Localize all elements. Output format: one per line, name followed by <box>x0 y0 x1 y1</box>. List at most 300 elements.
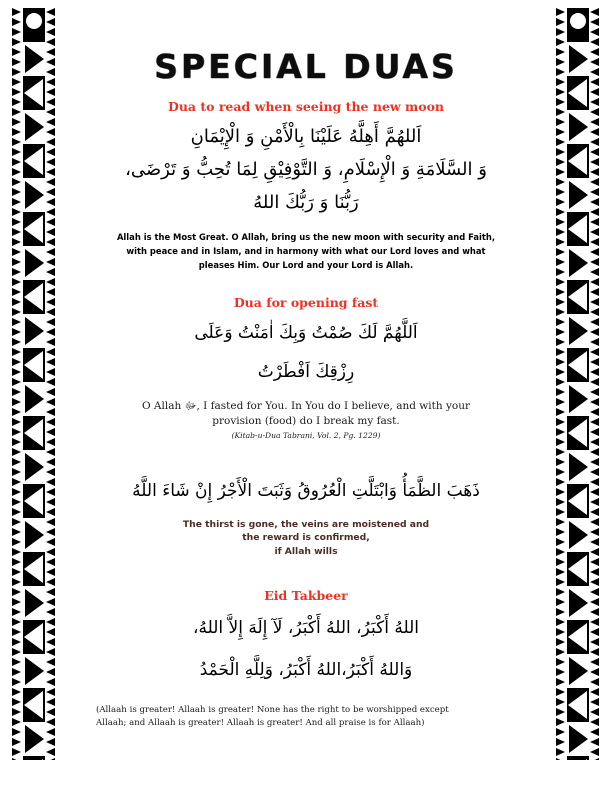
sawtooth-icon <box>590 68 599 76</box>
sawtooth-icon <box>556 428 565 436</box>
sawtooth-icon <box>12 148 21 156</box>
triangle-icon <box>25 181 44 209</box>
sawtooth-icon <box>590 158 599 166</box>
sawtooth-icon <box>590 668 599 676</box>
sawtooth-icon <box>556 568 565 576</box>
triangle-motif-icon <box>23 620 45 654</box>
sawtooth-icon <box>46 18 55 26</box>
sawtooth-icon <box>590 718 599 726</box>
triangle-icon <box>25 317 44 345</box>
sawtooth-icon <box>590 178 599 186</box>
triangle-motif-icon <box>23 382 45 416</box>
triangle-icon <box>24 215 43 243</box>
arabic-line: اَللهُمَّ أَهِلَّهُ عَلَيْنَا بِالْأَمْنِ وَ الْإِيْمَانِ <box>190 125 422 147</box>
sawtooth-icon <box>556 348 565 356</box>
sawtooth-icon <box>12 58 21 66</box>
sawtooth-icon <box>556 578 565 586</box>
triangle-icon <box>569 317 588 345</box>
triangle-motif-icon <box>23 484 45 518</box>
sawtooth-icon <box>556 618 565 626</box>
sawtooth-icon <box>556 68 565 76</box>
triangle-motif-icon <box>23 518 45 552</box>
sawtooth-icon <box>556 448 565 456</box>
sawtooth-icon <box>12 278 21 286</box>
sawtooth-icon <box>12 218 21 226</box>
sawtooth-icon <box>46 468 55 476</box>
sawtooth-icon <box>46 238 55 246</box>
sawtooth-icon <box>46 198 55 206</box>
triangle-motif-icon <box>23 450 45 484</box>
sawtooth-icon <box>46 488 55 496</box>
triangle-icon <box>568 623 587 651</box>
sawtooth-icon <box>46 688 55 696</box>
triangle-icon <box>569 249 588 277</box>
sawtooth-icon <box>46 288 55 296</box>
sawtooth-icon <box>12 738 21 746</box>
sawtooth-icon <box>46 398 55 406</box>
sawtooth-icon <box>46 448 55 456</box>
sawtooth-icon <box>556 208 565 216</box>
triangle-motif-icon <box>23 110 45 144</box>
sawtooth-icon <box>12 438 21 446</box>
section-heading: Dua to read when seeing the new moon <box>168 98 444 114</box>
translation-line: provision (food) do I break my fast. <box>212 414 400 427</box>
sawtooth-icon <box>590 378 599 386</box>
arabic-line: اللهُ أَكْبَرُ، اللهُ أَكْبَرُ، لَآ إِلَهَ إِلاَّ اللهُ، <box>192 618 419 639</box>
sawtooth-icon <box>46 458 55 466</box>
translation-line: The thirst is gone, the veins are moistened and <box>182 518 430 530</box>
sawtooth-icon <box>12 698 21 706</box>
sawtooth-icon <box>46 558 55 566</box>
sawtooth-icon <box>12 288 21 296</box>
triangle-motif-icon <box>23 416 45 450</box>
sawtooth-icon <box>12 348 21 356</box>
sawtooth-icon <box>46 268 55 276</box>
sawtooth-icon <box>556 438 565 446</box>
sawtooth-icon <box>590 488 599 496</box>
sawtooth-icon <box>590 518 599 526</box>
sawtooth-icon <box>590 408 599 416</box>
sawtooth-icon <box>590 468 599 476</box>
sawtooth-icon <box>46 128 55 136</box>
sawtooth-icon <box>590 218 599 226</box>
sawtooth-icon <box>556 18 565 26</box>
sawtooth-icon <box>12 608 21 616</box>
triangle-icon <box>568 79 587 107</box>
sawtooth-icon <box>590 208 599 216</box>
sawtooth-icon <box>46 98 55 106</box>
triangle-icon <box>568 147 587 175</box>
sawtooth-icon <box>46 528 55 536</box>
triangle-motif-icon <box>567 382 589 416</box>
sawtooth-icon <box>12 748 21 756</box>
sawtooth-icon <box>46 748 55 756</box>
triangle-icon <box>568 759 587 760</box>
sawtooth-icon <box>556 518 565 526</box>
sawtooth-icon <box>556 658 565 666</box>
sawtooth-icon <box>556 28 565 36</box>
sawtooth-icon <box>556 48 565 56</box>
sawtooth-icon <box>46 138 55 146</box>
sawtooth-icon <box>590 478 599 486</box>
sawtooth-icon <box>556 608 565 616</box>
sawtooth-icon <box>590 458 599 466</box>
triangle-icon <box>25 453 44 481</box>
sawtooth-icon <box>556 668 565 676</box>
sawtooth-icon <box>556 188 565 196</box>
triangle-motif-icon <box>23 348 45 382</box>
sawtooth-icon <box>590 638 599 646</box>
sawtooth-icon <box>46 718 55 726</box>
sawtooth-icon <box>590 688 599 696</box>
sawtooth-icon <box>12 558 21 566</box>
sawtooth-icon <box>556 318 565 326</box>
sawtooth-icon <box>590 8 599 16</box>
triangle-motif-icon <box>567 76 589 110</box>
sawtooth-icon <box>590 48 599 56</box>
sawtooth-icon <box>556 418 565 426</box>
sawtooth-icon <box>12 628 21 636</box>
section-eid-takbeer <box>70 588 542 730</box>
arabic-line: رَبُّنَا وَ رَبُّكَ اللهُ <box>253 192 359 214</box>
sawtooth-icon <box>590 258 599 266</box>
triangle-icon <box>25 657 44 685</box>
sawtooth-icon <box>556 718 565 726</box>
sawtooth-icon <box>556 8 565 16</box>
sawtooth-icon <box>46 618 55 626</box>
triangle-motif-icon <box>567 722 589 756</box>
sawtooth-icon <box>46 158 55 166</box>
triangle-motif-icon <box>567 314 589 348</box>
sawtooth-icon <box>46 438 55 446</box>
triangle-motif-icon <box>567 586 589 620</box>
sawtooth-icon <box>556 648 565 656</box>
sawtooth-icon <box>556 538 565 546</box>
sawtooth-icon <box>46 548 55 556</box>
sawtooth-icon <box>46 38 55 46</box>
sawtooth-icon <box>590 58 599 66</box>
sawtooth-icon <box>46 508 55 516</box>
sawtooth-icon <box>556 708 565 716</box>
sawtooth-icon <box>12 398 21 406</box>
sawtooth-icon <box>590 528 599 536</box>
sawtooth-icon <box>46 118 55 126</box>
sawtooth-icon <box>46 418 55 426</box>
sawtooth-icon <box>556 338 565 346</box>
triangle-motif-icon <box>567 110 589 144</box>
sawtooth-icon <box>12 198 21 206</box>
sawtooth-icon <box>556 508 565 516</box>
sawtooth-icon <box>590 338 599 346</box>
triangle-motif-icon <box>23 654 45 688</box>
sawtooth-icon <box>12 18 21 26</box>
arabic-line: وَاللهُ أَكْبَرُ،اللهُ أَكْبَرُ، وَلِلَّهِ الْحَمْدُ <box>199 659 413 680</box>
sawtooth-icon <box>590 538 599 546</box>
triangle-motif-icon <box>567 42 589 76</box>
section-opening-fast <box>70 295 542 440</box>
sawtooth-icon <box>46 248 55 256</box>
triangle-icon <box>569 453 588 481</box>
sawtooth-rail <box>556 8 566 760</box>
triangle-icon <box>25 45 44 73</box>
triangle-motif-icon <box>23 144 45 178</box>
sawtooth-icon <box>556 108 565 116</box>
sawtooth-icon <box>556 288 565 296</box>
sawtooth-icon <box>556 118 565 126</box>
sawtooth-icon <box>12 708 21 716</box>
sawtooth-icon <box>12 648 21 656</box>
sawtooth-icon <box>590 428 599 436</box>
sawtooth-icon <box>590 568 599 576</box>
sawtooth-icon <box>46 388 55 396</box>
triangle-motif-icon <box>567 178 589 212</box>
sawtooth-icon <box>590 18 599 26</box>
sawtooth-icon <box>12 368 21 376</box>
triangle-motif-icon <box>23 76 45 110</box>
sawtooth-icon <box>556 278 565 286</box>
sawtooth-icon <box>46 298 55 306</box>
sawtooth-icon <box>12 298 21 306</box>
sawtooth-icon <box>556 138 565 146</box>
triangle-icon <box>569 589 588 617</box>
page-content <box>70 0 542 792</box>
triangle-motif-icon <box>23 756 45 760</box>
triangle-motif-icon <box>567 246 589 280</box>
sawtooth-icon <box>12 458 21 466</box>
sawtooth-icon <box>12 118 21 126</box>
sawtooth-rail <box>46 8 56 760</box>
sawtooth-icon <box>12 308 21 316</box>
triangle-motif-icon <box>567 484 589 518</box>
triangle-icon <box>569 385 588 413</box>
sawtooth-icon <box>556 248 565 256</box>
sawtooth-icon <box>46 108 55 116</box>
section-heading: Dua for opening fast <box>233 294 379 310</box>
sawtooth-icon <box>12 468 21 476</box>
sawtooth-icon <box>590 128 599 136</box>
section-thirst-gone <box>70 476 542 558</box>
translation-line: (Allaah is greater! Allaah is greater! None has the right to be worshipped except <box>96 705 449 716</box>
triangle-motif-icon <box>567 280 589 314</box>
sawtooth-icon <box>590 508 599 516</box>
sawtooth-icon <box>12 268 21 276</box>
triangle-motif-icon <box>23 722 45 756</box>
sawtooth-icon <box>590 388 599 396</box>
triangle-motif-icon <box>23 178 45 212</box>
triangle-motif-icon <box>23 688 45 722</box>
triangle-icon <box>24 691 43 719</box>
sawtooth-icon <box>46 498 55 506</box>
sawtooth-icon <box>12 208 21 216</box>
sawtooth-icon <box>556 168 565 176</box>
translation-line: Allah is the Most Great. O Allah, bring us the new moon with security and Faith, <box>116 231 496 242</box>
sawtooth-icon <box>12 68 21 76</box>
sawtooth-icon <box>590 198 599 206</box>
triangle-icon <box>24 555 43 583</box>
sawtooth-icon <box>46 608 55 616</box>
sawtooth-icon <box>12 158 21 166</box>
sawtooth-icon <box>556 528 565 536</box>
decorative-border-right <box>556 8 600 760</box>
sawtooth-icon <box>590 658 599 666</box>
triangle-icon <box>568 283 587 311</box>
sawtooth-icon <box>46 258 55 266</box>
sawtooth-icon <box>590 498 599 506</box>
triangle-icon <box>568 691 587 719</box>
sawtooth-icon <box>556 628 565 636</box>
sawtooth-icon <box>12 328 21 336</box>
sawtooth-icon <box>556 328 565 336</box>
sawtooth-icon <box>590 558 599 566</box>
sawtooth-icon <box>46 728 55 736</box>
sawtooth-icon <box>12 78 21 86</box>
sawtooth-icon <box>12 8 21 16</box>
border-band <box>567 8 589 760</box>
triangle-motif-icon <box>23 552 45 586</box>
sawtooth-icon <box>12 568 21 576</box>
triangle-icon <box>25 385 44 413</box>
sawtooth-icon <box>12 98 21 106</box>
sawtooth-icon <box>12 358 21 366</box>
sawtooth-icon <box>556 368 565 376</box>
sawtooth-icon <box>556 178 565 186</box>
sawtooth-icon <box>590 648 599 656</box>
sawtooth-icon <box>556 468 565 476</box>
sawtooth-icon <box>12 378 21 386</box>
triangle-motif-icon <box>567 518 589 552</box>
sawtooth-icon <box>556 458 565 466</box>
sawtooth-icon <box>590 368 599 376</box>
sawtooth-icon <box>46 78 55 86</box>
sawtooth-icon <box>590 88 599 96</box>
sawtooth-icon <box>556 478 565 486</box>
sawtooth-icon <box>12 168 21 176</box>
sawtooth-icon <box>556 738 565 746</box>
sawtooth-icon <box>556 388 565 396</box>
sawtooth-icon <box>590 438 599 446</box>
triangle-motif-icon <box>23 314 45 348</box>
sawtooth-rail <box>12 8 22 760</box>
sawtooth-icon <box>556 238 565 246</box>
sawtooth-icon <box>46 598 55 606</box>
sawtooth-icon <box>590 108 599 116</box>
sawtooth-icon <box>46 588 55 596</box>
sawtooth-icon <box>46 208 55 216</box>
sawtooth-icon <box>556 308 565 316</box>
triangle-icon <box>24 79 43 107</box>
sawtooth-icon <box>46 338 55 346</box>
triangle-icon <box>569 521 588 549</box>
triangle-motif-icon <box>23 586 45 620</box>
triangle-icon <box>24 487 43 515</box>
sawtooth-icon <box>556 128 565 136</box>
sawtooth-icon <box>590 308 599 316</box>
sawtooth-icon <box>556 298 565 306</box>
sawtooth-icon <box>46 668 55 676</box>
sawtooth-icon <box>556 358 565 366</box>
sawtooth-icon <box>12 338 21 346</box>
sawtooth-icon <box>12 548 21 556</box>
sawtooth-icon <box>590 748 599 756</box>
sawtooth-icon <box>590 708 599 716</box>
sawtooth-icon <box>556 268 565 276</box>
sawtooth-icon <box>12 238 21 246</box>
sawtooth-icon <box>556 228 565 236</box>
translation-line: with peace and in Islam, and in harmony with what our Lord loves and what <box>126 245 486 256</box>
sawtooth-icon <box>12 428 21 436</box>
triangle-icon <box>25 521 44 549</box>
sawtooth-icon <box>590 618 599 626</box>
sawtooth-icon <box>12 228 21 236</box>
sawtooth-icon <box>590 318 599 326</box>
arabic-line: اَللَّهُمَّ لَكَ صُمْتُ وَبِكَ اٰمَنْتُ وَعَلَى <box>194 322 418 343</box>
sawtooth-icon <box>46 148 55 156</box>
triangle-icon <box>568 215 587 243</box>
arabic-line: رِزْقِكَ اَفْطَرْتُ <box>257 362 355 383</box>
sawtooth-icon <box>590 348 599 356</box>
sawtooth-icon <box>590 298 599 306</box>
triangle-icon <box>569 181 588 209</box>
sawtooth-icon <box>590 118 599 126</box>
sawtooth-icon <box>46 178 55 186</box>
sawtooth-icon <box>590 78 599 86</box>
sawtooth-icon <box>12 688 21 696</box>
sawtooth-icon <box>46 168 55 176</box>
circle-icon <box>570 13 586 29</box>
sawtooth-icon <box>46 428 55 436</box>
sawtooth-icon <box>590 448 599 456</box>
sawtooth-icon <box>46 28 55 36</box>
translation-line: if Allah wills <box>274 545 338 557</box>
triangle-icon <box>24 147 43 175</box>
sawtooth-icon <box>12 588 21 596</box>
sawtooth-icon <box>12 598 21 606</box>
triangle-icon <box>569 45 588 73</box>
circle-icon <box>26 13 42 29</box>
sawtooth-icon <box>46 318 55 326</box>
sawtooth-icon <box>590 148 599 156</box>
border-band <box>23 8 45 760</box>
sawtooth-icon <box>590 28 599 36</box>
sawtooth-icon <box>590 398 599 406</box>
sawtooth-icon <box>556 688 565 696</box>
triangle-icon <box>25 725 44 753</box>
sawtooth-icon <box>12 388 21 396</box>
sawtooth-icon <box>12 188 21 196</box>
sawtooth-icon <box>46 758 55 760</box>
sawtooth-icon <box>12 108 21 116</box>
sawtooth-icon <box>556 198 565 206</box>
sawtooth-icon <box>46 88 55 96</box>
sawtooth-icon <box>556 748 565 756</box>
triangle-motif-icon <box>567 756 589 760</box>
sawtooth-icon <box>46 408 55 416</box>
sawtooth-icon <box>46 358 55 366</box>
translation-line: Allaah; and Allaah is greater! Allaah is greater! And all praise is for Allaah) <box>96 718 425 729</box>
sawtooth-icon <box>556 678 565 686</box>
translation-line: O Allah ﷻ, I fasted for You. In You do I believe, and with your <box>141 399 471 412</box>
triangle-icon <box>569 657 588 685</box>
sawtooth-icon <box>46 58 55 66</box>
sawtooth-icon <box>46 708 55 716</box>
sawtooth-icon <box>12 728 21 736</box>
sawtooth-icon <box>590 228 599 236</box>
circle-motif-icon <box>567 8 589 42</box>
triangle-motif-icon <box>567 654 589 688</box>
sawtooth-icon <box>12 618 21 626</box>
triangle-motif-icon <box>23 246 45 280</box>
sawtooth-icon <box>46 348 55 356</box>
